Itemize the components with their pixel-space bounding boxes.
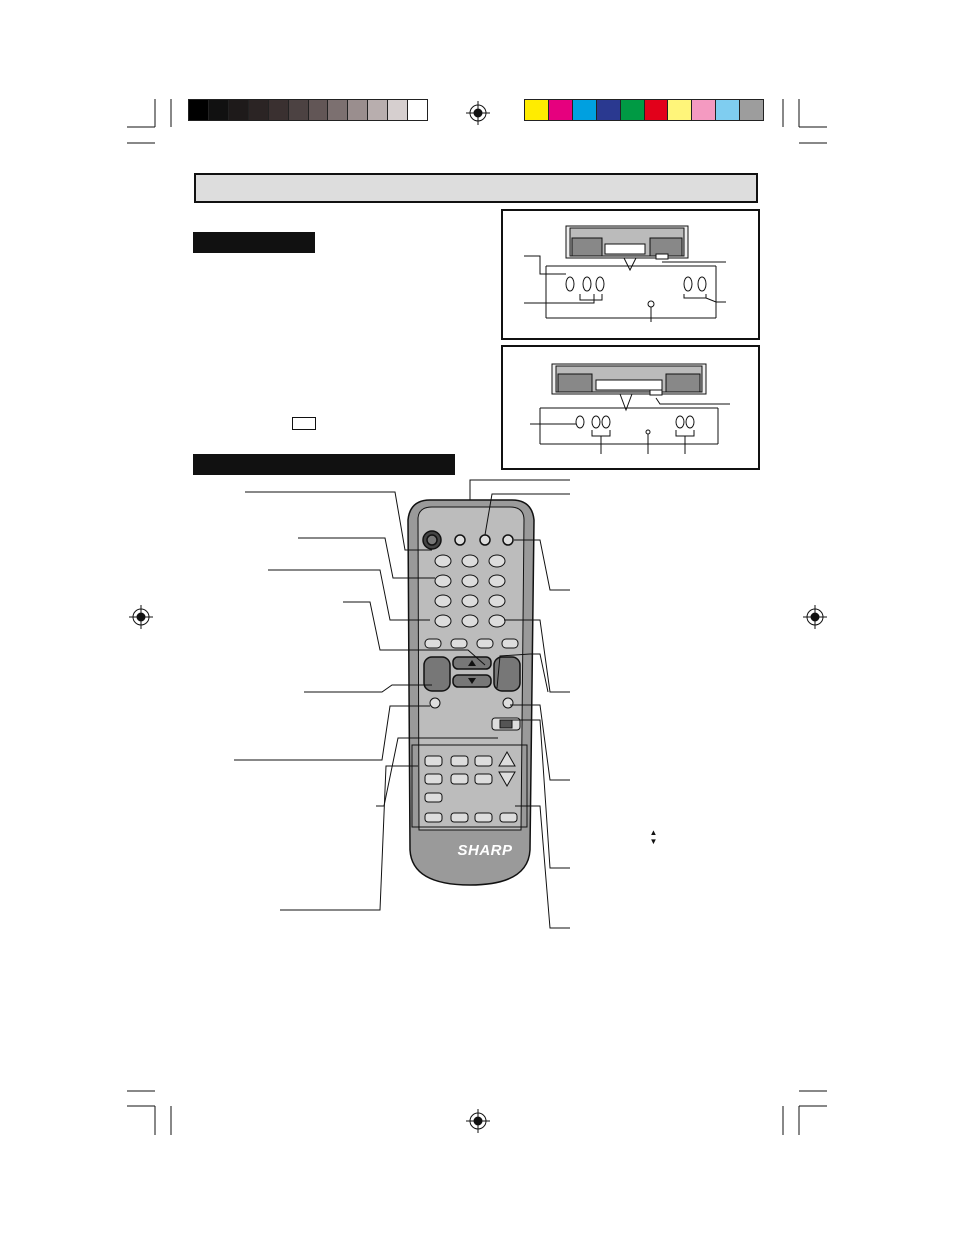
remote-brand-logo: SHARP — [457, 842, 513, 859]
up-down-arrow-icon: ▲▼ — [649, 828, 658, 846]
